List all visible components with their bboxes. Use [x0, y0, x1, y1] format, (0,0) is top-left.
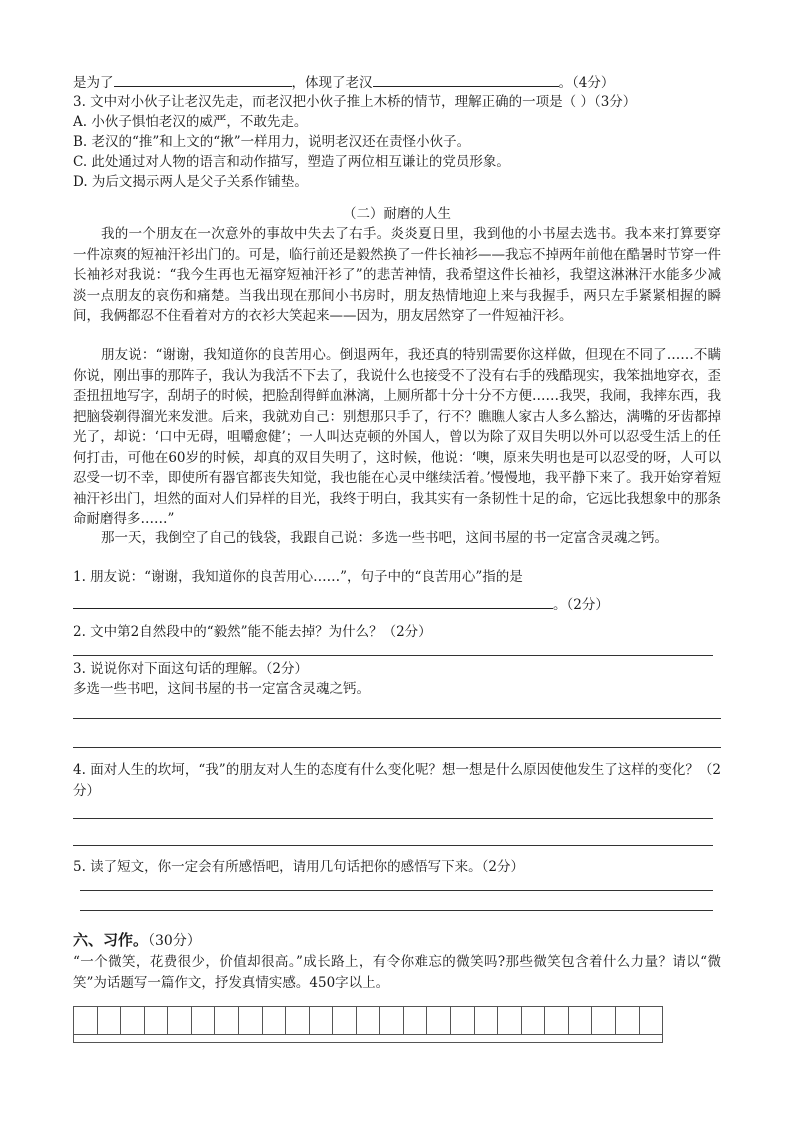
question-5-stem: 5. 读了短文，你一定会有所感悟吧，请用几句话把你的感悟写下来。（2分） [73, 859, 525, 875]
grid-row [74, 1007, 662, 1035]
passage-paragraph-3: 那一天，我倒空了自己的钱袋，我跟自己说：多选一些书吧，这间书屋的书一定富含灵魂之钙。 [101, 530, 668, 546]
passage-paragraph-1: 我的一个朋友在一次意外的事故中失去了右手。炎炎夏日里，我到他的小书屋去选书。我本来打算要穿一件凉爽的短袖汗衫出门的。可是，临行前还是毅然换了一件长袖衫——我忘不掉两年前他在酷暑时节穿一件长袖衫对我说：“我今生再也无福穿短袖汗衫了”的悲苦神情，我希望这件长袖衫，我望这淋淋汗水能多少减淡一点朋友的哀伤和痛楚。当我出现在那间小书房时，朋友热情地迎上来与我握手，两只左手紧紧相握的瞬间，我俩都忍不住看着对方的衣衫大笑起来——因为，朋友居然穿了一件短袖汗衫。 [73, 226, 721, 324]
question-1-answer-line [73, 594, 609, 615]
q3-option-d: D. 为后文揭示两人是父子关系作铺垫。 [73, 174, 308, 190]
answer-line[interactable] [80, 910, 713, 911]
grid-cell[interactable] [98, 1007, 122, 1034]
q2-tail-suffix: 。（4分） [558, 75, 615, 91]
grid-cell[interactable] [215, 1007, 239, 1034]
question-1-stem: 1. 朋友说：“谢谢，我知道你的良苦用心……”，句子中的“良苦用心”指的是 [73, 569, 523, 585]
grid-cell[interactable] [74, 1007, 98, 1034]
answer-blank[interactable] [373, 72, 559, 87]
composition-prompt: “一个微笑，花费很少，价值却很高。”成长路上，有令你难忘的微笑吗?那些微笑包含着什么力量？请以“微笑”为话题写一篇作文，抒发真情实感。450字以上。 [73, 954, 721, 991]
grid-cell[interactable] [121, 1007, 145, 1034]
grid-cell[interactable] [263, 1007, 287, 1034]
question-1-score: 。（2分） [553, 597, 609, 613]
answer-blank[interactable] [114, 72, 292, 87]
q2-tail-middle: ，体现了老汉 [291, 75, 373, 91]
grid-cell[interactable] [451, 1007, 475, 1034]
q2-tail-prefix: 是为了 [73, 75, 114, 91]
passage-title: （二）耐磨的人生 [343, 206, 451, 222]
grid-cell[interactable] [333, 1007, 357, 1034]
q2-tail-line [73, 72, 614, 93]
question-2-stem: 2. 文中第2自然段中的“毅然”能不能去掉？为什么？（2分） [73, 624, 432, 640]
grid-cell[interactable] [357, 1007, 381, 1034]
answer-line[interactable] [80, 890, 713, 891]
q3-stem: 3. 文中对小伙子让老汉先走，而老汉把小伙子推上木桥的情节，理解正确的一项是（ ）（3分） [73, 94, 637, 110]
section-heading-label: 六、习作。 [73, 931, 149, 949]
grid-cell[interactable] [427, 1007, 451, 1034]
answer-line[interactable] [73, 747, 721, 748]
q3-option-b: B. 老汉的“推”和上文的“揪”一样用力，说明老汉还在责怪小伙子。 [73, 134, 471, 150]
answer-line[interactable] [73, 655, 713, 656]
grid-cell[interactable] [592, 1007, 616, 1034]
grid-cell[interactable] [168, 1007, 192, 1034]
question-4-stem: 4. 面对人生的坎坷，“我”的朋友对人生的态度有什么变化呢？想一想是什么原因使他发生了这样的变化？（2分） [73, 762, 721, 799]
grid-cell[interactable] [569, 1007, 593, 1034]
question-3-quote: 多选一些书吧，这间书屋的书一定富含灵魂之钙。 [73, 681, 370, 697]
passage-paragraph-2: 朋友说：“谢谢，我知道你的良苦用心。倒退两年，我还真的特别需要你这样做，但现在不同了……不瞒你说，刚出事的那阵子，我认为我活不下去了，我说什么也接受不了没有右手的残酷现实，我笨拙地穿衣，歪歪扭扭地写字，刮胡子的时候，把脸刮得鲜血淋漓，上厕所都十分十分不方便……我哭，我闹，我摔东西，我把脑袋剃得溜光来发泄。后来，我就劝自己：别想那只手了，行不？瞧瞧人家古人多么豁达，满嘴的牙齿都掉光了，却说：‘口中无碍，咀嚼愈健’；一人叫达克顿的外国人，曾以为除了双目失明以外可以忍受生活上的任何打击，可他在60岁的时候，却真的双目失明了，这时候，他说：‘噢，原来失明也是可以忍受的呀，人可以忍受一切不幸，即使所有器官都丧失知觉，我也能在心灵中继续活着。’慢慢地，我平静下来了。我开始穿着短袖汗衫出门，坦然的面对人们异样的目光，我终于明白，我其实有一条韧性十足的命，它远比我想象中的那条命耐磨得多……” [73, 347, 721, 527]
answer-blank[interactable] [73, 594, 553, 609]
grid-cell[interactable] [475, 1007, 499, 1034]
grid-cell[interactable] [498, 1007, 522, 1034]
section-heading [73, 930, 201, 951]
grid-cell[interactable] [192, 1007, 216, 1034]
answer-line[interactable] [73, 845, 713, 846]
grid-cell[interactable] [286, 1007, 310, 1034]
answer-line[interactable] [73, 818, 713, 819]
grid-cell[interactable] [404, 1007, 428, 1034]
grid-cell[interactable] [616, 1007, 640, 1034]
composition-grid[interactable] [73, 1006, 663, 1043]
question-3-stem: 3. 说说你对下面这句话的理解。（2分） [73, 661, 309, 677]
grid-cell[interactable] [239, 1007, 263, 1034]
section-score: （30分） [148, 933, 201, 949]
grid-cell[interactable] [640, 1007, 663, 1034]
grid-cell[interactable] [380, 1007, 404, 1034]
grid-cell[interactable] [145, 1007, 169, 1034]
q3-option-c: C. 此处通过对人物的语言和动作描写，塑造了两位相互谦让的党员形象。 [73, 154, 510, 170]
grid-cell[interactable] [522, 1007, 546, 1034]
grid-cell[interactable] [545, 1007, 569, 1034]
answer-line[interactable] [73, 718, 721, 719]
q3-option-a: A. 小伙子惧怕老汉的威严，不敢先走。 [73, 114, 308, 130]
grid-cell[interactable] [310, 1007, 334, 1034]
